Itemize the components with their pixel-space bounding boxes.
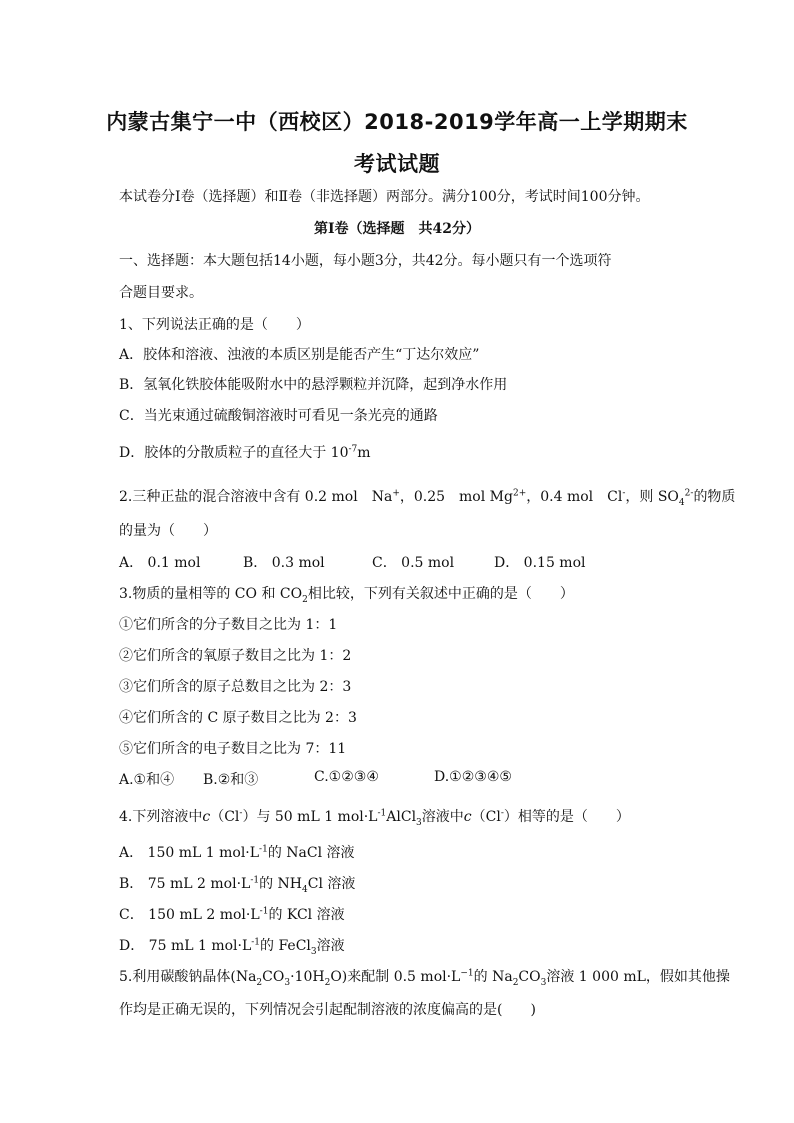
- q3-item-2: ②它们所含的氧原子数目之比为 1：2: [119, 648, 352, 664]
- section-title: 第Ⅰ卷（选择题 共42分）: [313, 221, 481, 237]
- q2-option-c: C． 0.5 mol: [372, 555, 455, 571]
- q1-option-b: B．氢氧化铁胶体能吸附水中的悬浮颗粒并沉降，起到净水作用: [119, 377, 508, 393]
- instructions-line2: 合题目要求。: [119, 285, 203, 301]
- q2-option-a: A． 0.1 mol: [119, 555, 201, 571]
- exam-title-line2: 考试试题: [354, 152, 440, 176]
- exam-title-line1: 内蒙古集宁一中（西校区）2018-2019学年高一上学期期末: [106, 110, 688, 134]
- exam-intro: 本试卷分Ⅰ卷（选择题）和Ⅱ卷（非选择题）两部分。满分100分，考试时间100分钟。: [119, 189, 650, 205]
- q3-option-a: A.①和④: [119, 772, 175, 788]
- q4-stem: 4.下列溶液中c（Cl-）与 50 mL 1 $mol\cdot L^{-1}AlCl_3$溶液中c（Cl-）相等的是（ ）: [119, 808, 630, 828]
- q4-option-b: B． 75 mL 2 $mol\cdot L^{-1}$的 $NH_4Cl$ 溶液: [119, 875, 356, 895]
- q2-option-d: D． 0.15 mol: [494, 555, 586, 571]
- q1-option-d: D．胶体的分散质粒子的直径大于 $10^{-7}m$: [119, 444, 371, 461]
- q2-option-b: B． 0.3 mol: [243, 555, 325, 571]
- q3-option-c: C.①②③④: [314, 769, 379, 785]
- q3-item-1: ①它们所含的分子数目之比为 1：1: [119, 617, 338, 633]
- q4-option-a: A． 150 mL 1 $mol\cdot L^{-1}$的 NaCl 溶液: [119, 844, 355, 861]
- q3-option-d: D.①②③④⑤: [434, 769, 512, 785]
- q2-stem: 2.三种正盐的混合溶液中含有 0.2 mol Na+，0.25 mol $Mg^{2+}$，0.4 mol Cl-，则 $SO_4^{2-}$的物质: [119, 488, 736, 508]
- q2-stem-line2: 的量为（ ）: [119, 523, 217, 539]
- q3-stem: 3.物质的量相等的 CO 和 $CO_2$相比较，下列有关叙述中正确的是（ ）: [119, 586, 574, 605]
- q3-item-3: ③它们所含的原子总数目之比为 2：3: [119, 679, 352, 695]
- q3-item-4: ④它们所含的 C 原子数目之比为 2：3: [119, 710, 357, 726]
- q3-option-b: B.②和③: [203, 772, 259, 788]
- q1-option-a: A．胶体和溶液、浊液的本质区别是能否产生“丁达尔效应”: [119, 347, 480, 363]
- q5-stem-line2: 作均是正确无误的，下列情况会引起配制溶液的浓度偏高的是( ): [119, 1002, 536, 1018]
- q1-stem: 1、下列说法正确的是（ ）: [119, 317, 310, 333]
- q4-option-c: C． 150 mL 2 $mol\cdot L^{-1}$的 KCl 溶液: [119, 906, 345, 923]
- q4-option-d: D． 75 mL 1 $mol\cdot L^{-1}$的 FeCl$_3$溶液: [119, 937, 345, 957]
- q3-item-5: ⑤它们所含的电子数目之比为 7：11: [119, 741, 347, 757]
- q1-option-c: C．当光束通过硫酸铜溶液时可看见一条光亮的通路: [119, 408, 438, 424]
- q5-stem: 5.利用碳酸钠晶体$(Na_2CO_3\cdot 10H_2O)$来配制 0.5 $mol\cdot L^{-1}$的 $Na_2CO_3$溶液 1 000 mL，假如其他操: [119, 968, 730, 988]
- instructions-line1: 一、选择题：本大题包括14小题，每小题3分，共42分。每小题只有一个选项符: [119, 253, 612, 269]
